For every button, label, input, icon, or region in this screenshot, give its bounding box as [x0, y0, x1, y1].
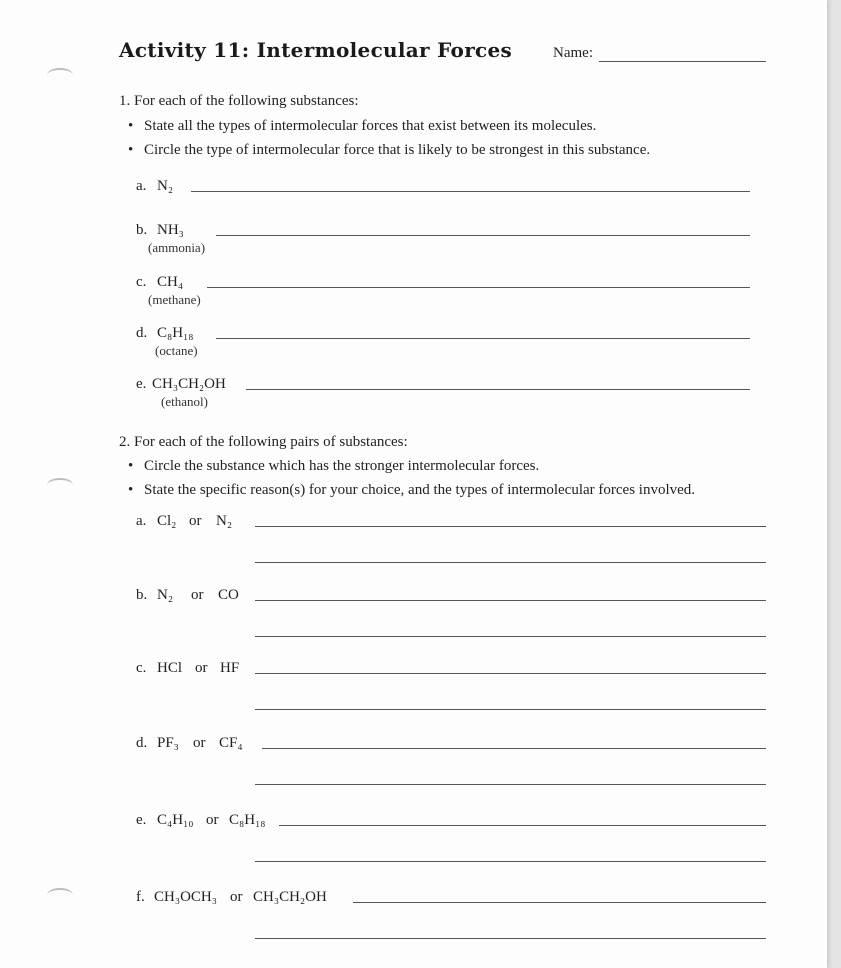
item-formula: NH₃	[157, 222, 184, 238]
item-letter: a.	[136, 178, 147, 194]
item-letter: b.	[136, 222, 148, 238]
binder-hole-middle	[47, 478, 73, 492]
pair-second: CF₄	[219, 735, 243, 751]
pair-letter: e.	[136, 812, 147, 828]
section2-bullet: State the specific reason(s) for your choice, and the types of intermolecular forces involved.	[144, 482, 696, 498]
section2-intro: 2. For each of the following pairs of substances:	[119, 434, 408, 450]
item-letter: d.	[136, 325, 148, 341]
pair-first: Cl₂	[157, 513, 177, 529]
page-title: Activity 11: Intermolecular Forces	[119, 38, 513, 62]
pair-or: or	[191, 587, 204, 603]
item-letter: e.	[136, 376, 147, 392]
pair-or: or	[206, 812, 219, 828]
bullet-dot: •	[128, 482, 134, 498]
answer-line[interactable]	[255, 938, 766, 939]
bullet-dot: •	[128, 142, 134, 158]
pair-second: CH₃CH₂OH	[253, 889, 327, 905]
pair-first: CH₃OCH₃	[154, 889, 217, 905]
pair-first: PF₃	[157, 735, 179, 751]
item-formula: CH₄	[157, 274, 184, 290]
item-common-name: (methane)	[148, 292, 201, 307]
answer-line[interactable]	[207, 287, 750, 288]
section1-bullet: State all the types of intermolecular forces that exist between its molecules.	[144, 118, 597, 134]
item-common-name: (ammonia)	[148, 240, 206, 255]
section2-bullet: Circle the substance which has the stronger intermolecular forces.	[144, 458, 540, 474]
pair-or: or	[189, 513, 202, 529]
pair-or: or	[195, 660, 208, 676]
answer-line[interactable]	[255, 636, 766, 637]
bullet-dot: •	[128, 458, 134, 474]
section1-intro: 1. For each of the following substances:	[119, 93, 359, 109]
item-common-name: (octane)	[155, 343, 198, 358]
answer-line[interactable]	[246, 389, 750, 390]
item-formula: N₂	[157, 178, 174, 194]
name-label: Name:	[553, 45, 593, 61]
answer-line[interactable]	[279, 825, 766, 826]
answer-line[interactable]	[255, 709, 766, 710]
answer-line[interactable]	[216, 338, 750, 339]
pair-first: HCl	[157, 660, 183, 676]
name-field[interactable]	[599, 61, 766, 62]
answer-line[interactable]	[262, 748, 766, 749]
item-common-name: (ethanol)	[161, 394, 208, 409]
answer-line[interactable]	[255, 861, 766, 862]
pair-letter: a.	[136, 513, 147, 529]
bullet-dot: •	[128, 118, 134, 134]
item-formula: CH₃CH₂OH	[152, 376, 226, 392]
answer-line[interactable]	[191, 191, 750, 192]
pair-second: HF	[220, 660, 240, 676]
pair-second: N₂	[216, 513, 233, 529]
pair-or: or	[230, 889, 243, 905]
answer-line[interactable]	[255, 600, 766, 601]
pair-first: C₄H₁₀	[157, 812, 194, 828]
binder-hole-top	[47, 68, 73, 82]
answer-line[interactable]	[255, 673, 766, 674]
pair-letter: b.	[136, 587, 148, 603]
pair-letter: c.	[136, 660, 147, 676]
answer-line[interactable]	[255, 526, 766, 527]
answer-line[interactable]	[353, 902, 766, 903]
pair-letter: d.	[136, 735, 148, 751]
answer-line[interactable]	[255, 562, 766, 563]
pair-second: C₈H₁₈	[229, 812, 266, 828]
item-formula: C₈H₁₈	[157, 325, 194, 341]
answer-line[interactable]	[216, 235, 750, 236]
section1-bullet: Circle the type of intermolecular force that is likely to be strongest in this substance.	[144, 142, 651, 158]
pair-letter: f.	[136, 889, 145, 905]
binder-hole-bottom	[47, 888, 73, 902]
item-letter: c.	[136, 274, 147, 290]
answer-line[interactable]	[255, 784, 766, 785]
pair-second: CO	[218, 587, 239, 603]
pair-or: or	[193, 735, 206, 751]
pair-first: N₂	[157, 587, 174, 603]
